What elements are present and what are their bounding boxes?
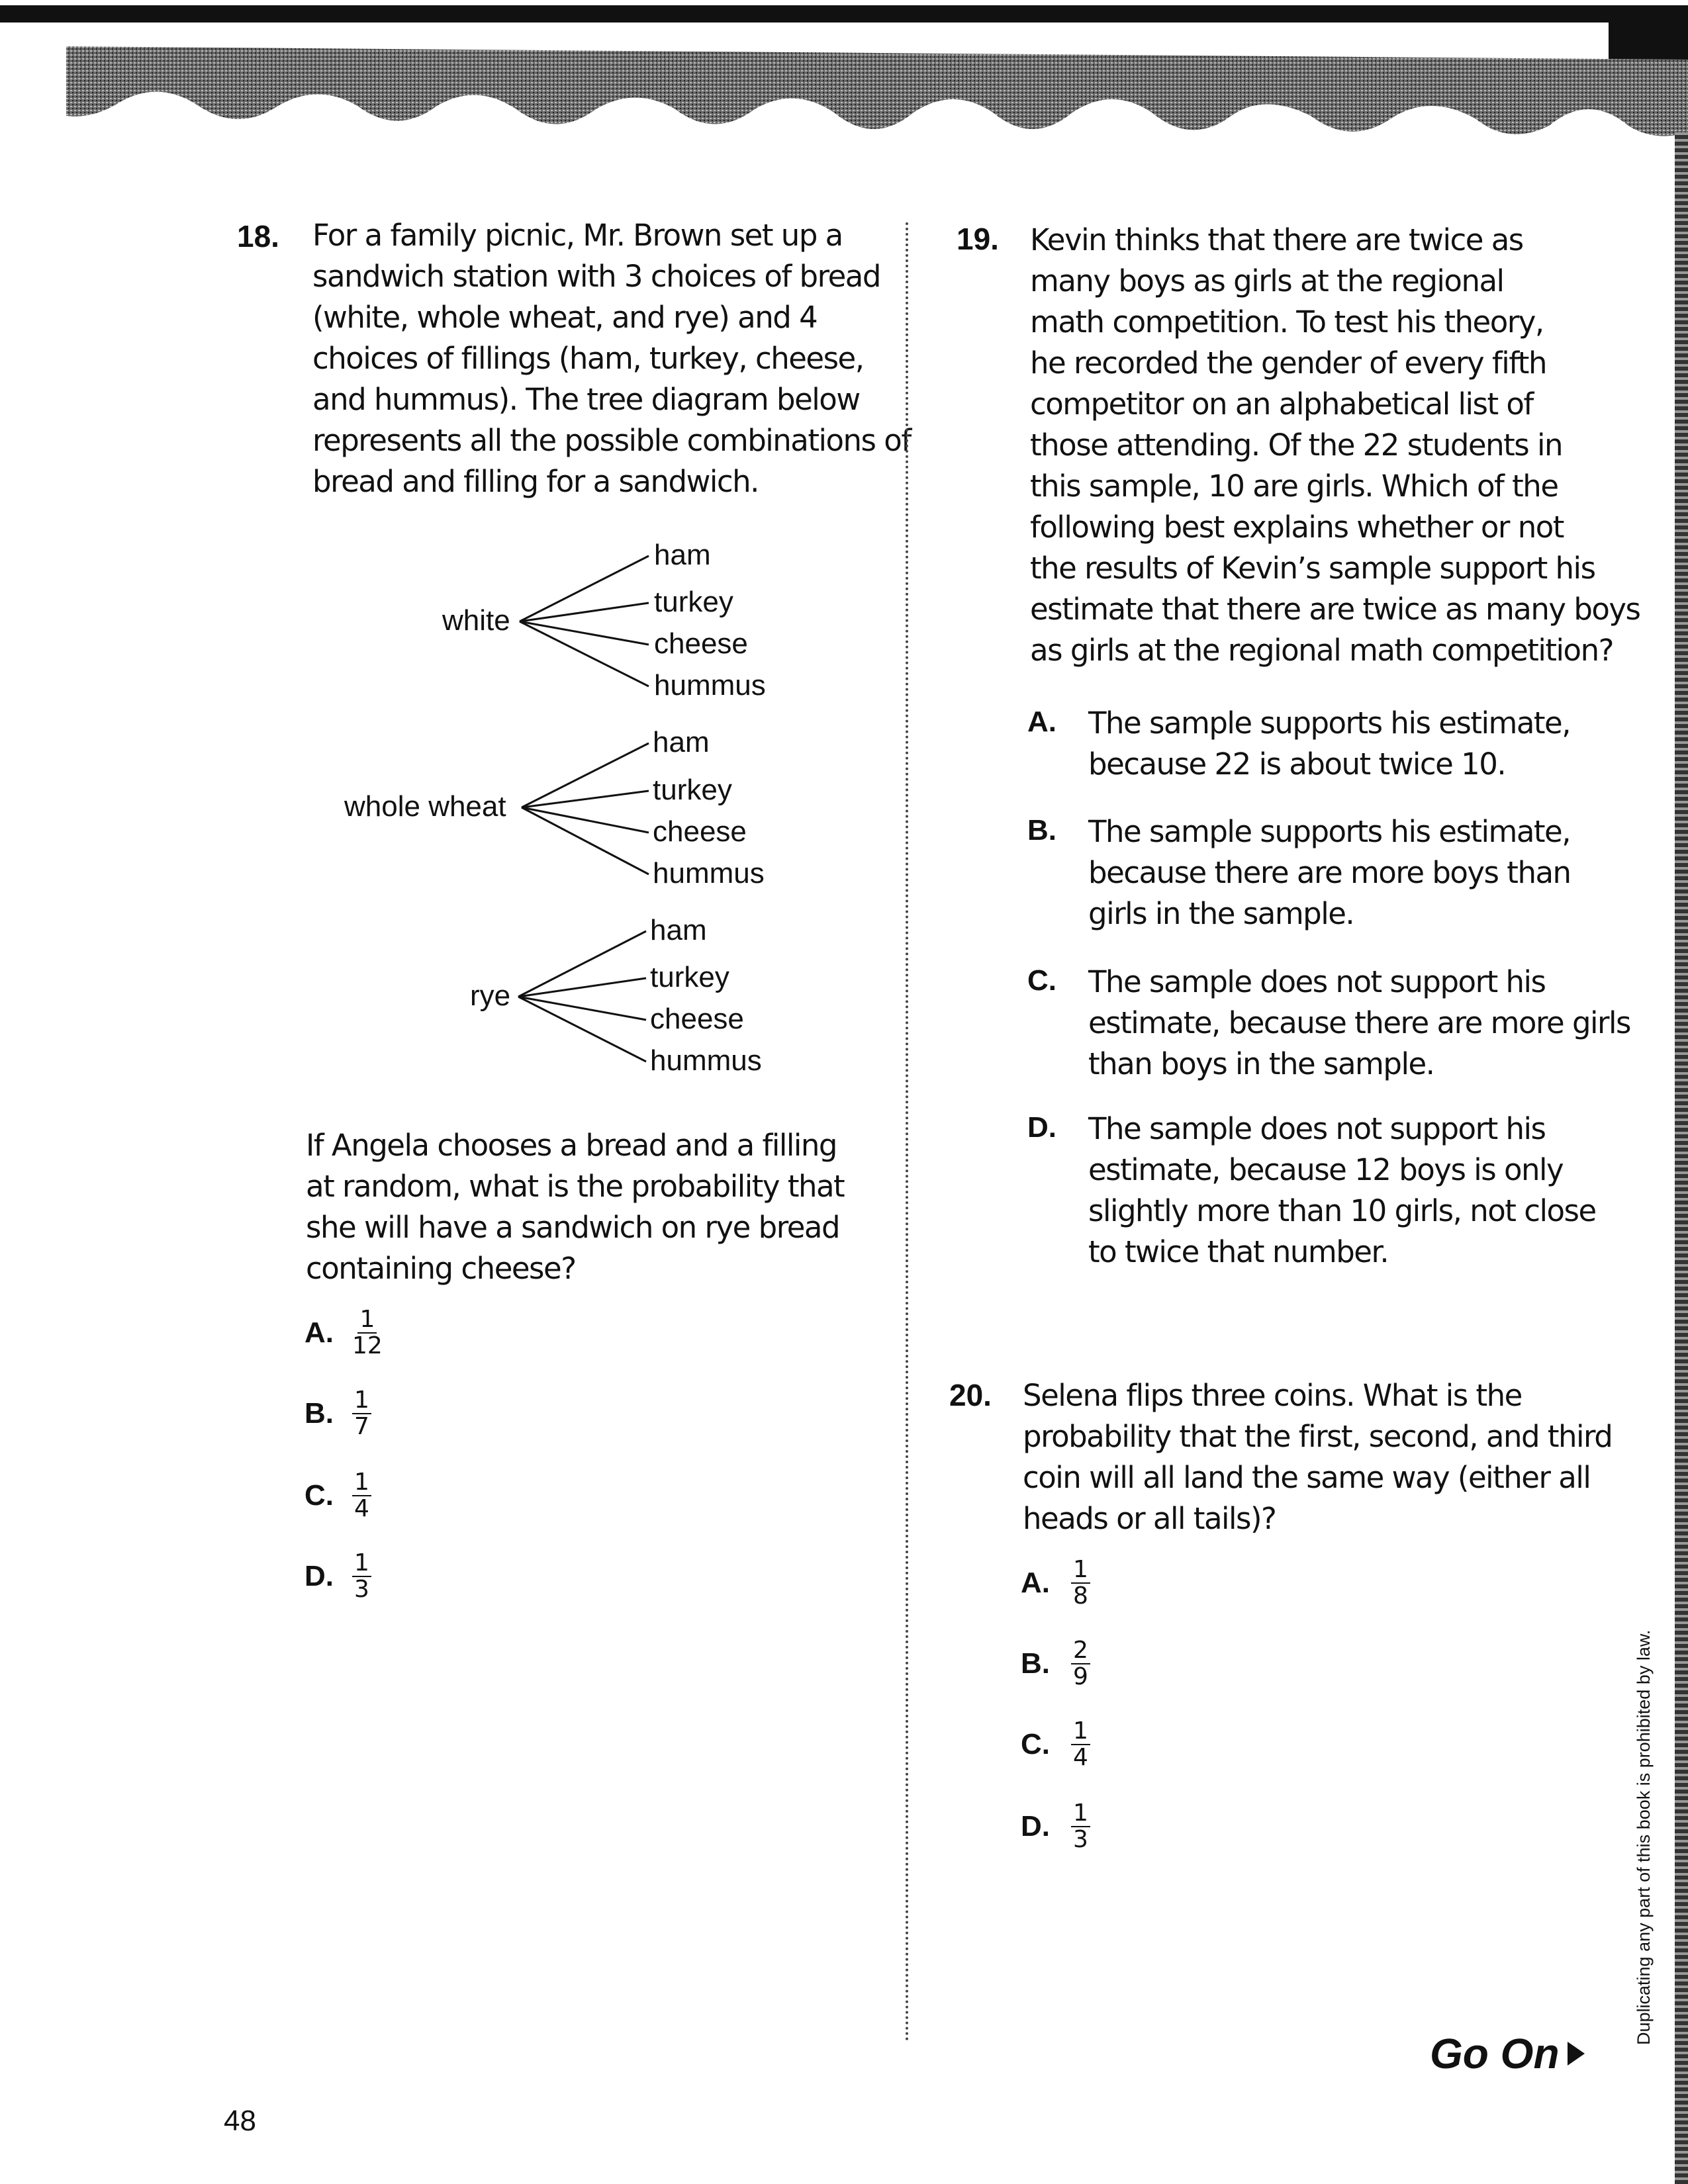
option-line: girls in the sample.	[1088, 896, 1354, 931]
fraction	[1071, 1801, 1090, 1852]
option-text	[1088, 962, 1630, 1085]
stem-line: the results of Kevin’s sample support his	[1030, 551, 1595, 586]
denominator: 12	[352, 1332, 383, 1359]
prompt-line: If Angela chooses a bread and a filling	[306, 1128, 837, 1163]
denominator: 7	[354, 1413, 369, 1440]
fraction	[352, 1470, 371, 1522]
q18-option-a[interactable]	[305, 1307, 383, 1359]
numerator: 1	[352, 1551, 371, 1577]
denominator: 9	[1073, 1663, 1088, 1690]
stem-line: competitor on an alphabetical list of	[1030, 387, 1533, 422]
tree-bread-white: white	[442, 604, 510, 637]
fraction	[352, 1551, 371, 1602]
prompt-line: she will have a sandwich on rye bread	[306, 1210, 840, 1245]
stem-line: many boys as girls at the regional	[1030, 263, 1504, 298]
stem-line: (white, whole wheat, and rye) and 4	[312, 300, 818, 335]
denominator: 8	[1073, 1582, 1088, 1610]
q20-option-a[interactable]	[1021, 1557, 1090, 1609]
option-letter: B.	[1027, 814, 1056, 846]
tree-filling: turkey	[650, 961, 729, 993]
right-triangle-icon	[1566, 2040, 1586, 2067]
page-number: 48	[224, 2105, 256, 2137]
question-20-number: 20.	[949, 1378, 992, 1412]
copyright-notice: Duplicating any part of this book is prohibited by law.	[1634, 1629, 1654, 2045]
question-20-stem	[1023, 1375, 1612, 1539]
fraction	[1071, 1638, 1090, 1690]
tree-filling: cheese	[654, 627, 748, 660]
option-line: The sample does not support his	[1088, 964, 1546, 999]
q18-option-b[interactable]	[305, 1388, 371, 1439]
q20-option-b[interactable]	[1021, 1638, 1090, 1690]
q19-option-d[interactable]	[1027, 1109, 1596, 1273]
stem-line: as girls at the regional math competition?	[1030, 633, 1613, 668]
option-line: The sample supports his estimate,	[1088, 705, 1571, 741]
tree-filling: ham	[654, 539, 711, 571]
stem-line: coin will all land the same way (either all	[1023, 1460, 1591, 1495]
question-19-number: 19.	[957, 222, 999, 256]
q18-option-d[interactable]	[305, 1551, 371, 1602]
q20-option-c[interactable]	[1021, 1719, 1090, 1770]
column-divider	[906, 222, 908, 2042]
stem-line: For a family picnic, Mr. Brown set up a	[312, 218, 843, 253]
denominator: 4	[354, 1495, 369, 1522]
denominator: 3	[354, 1576, 369, 1603]
stem-line: Selena flips three coins. What is the	[1023, 1378, 1522, 1413]
question-18-number: 18.	[237, 219, 279, 253]
q19-option-c[interactable]	[1027, 962, 1630, 1085]
numerator: 2	[1071, 1638, 1090, 1664]
numerator: 1	[1071, 1719, 1090, 1745]
option-letter: A.	[305, 1316, 334, 1349]
fraction	[352, 1388, 371, 1439]
go-on-label: Go On	[1430, 2030, 1560, 2077]
stem-line: this sample, 10 are girls. Which of the	[1030, 469, 1558, 504]
option-letter: C.	[305, 1479, 334, 1512]
stem-line: estimate that there are twice as many boys	[1030, 592, 1640, 627]
question-18-prompt	[306, 1125, 844, 1289]
stem-line: those attending. Of the 22 students in	[1030, 428, 1563, 463]
option-text	[1088, 703, 1570, 785]
stem-line: bread and filling for a sandwich.	[312, 464, 759, 499]
tree-bread-rye: rye	[470, 979, 511, 1012]
option-letter: C.	[1027, 964, 1056, 997]
option-text	[1088, 811, 1571, 934]
numerator: 1	[1071, 1801, 1090, 1827]
stem-line: represents all the possible combinations of	[312, 423, 911, 458]
question-19-stem	[1030, 220, 1640, 671]
option-letter: B.	[1021, 1647, 1050, 1680]
go-on-indicator	[1430, 2029, 1586, 2078]
option-line: estimate, because 12 boys is only	[1088, 1152, 1564, 1187]
numerator: 1	[357, 1307, 377, 1334]
option-line: The sample supports his estimate,	[1088, 814, 1571, 849]
tree-filling: ham	[653, 726, 710, 758]
option-letter: C.	[1021, 1728, 1050, 1760]
tree-filling: turkey	[653, 774, 732, 806]
tree-filling: turkey	[654, 586, 733, 618]
prompt-line: containing cheese?	[306, 1251, 576, 1286]
tree-filling: cheese	[653, 815, 747, 848]
option-letter: D.	[1021, 1810, 1050, 1843]
option-letter: A.	[1021, 1567, 1050, 1599]
tree-filling: hummus	[650, 1044, 762, 1077]
option-line: because 22 is about twice 10.	[1088, 747, 1506, 782]
fraction	[1071, 1719, 1090, 1770]
denominator: 3	[1073, 1826, 1088, 1853]
numerator: 1	[352, 1388, 371, 1414]
option-line: estimate, because there are more girls	[1088, 1005, 1630, 1040]
tree-filling: cheese	[650, 1003, 744, 1035]
fraction	[1071, 1557, 1090, 1609]
option-line: The sample does not support his	[1088, 1111, 1546, 1146]
option-line: than boys in the sample.	[1088, 1046, 1434, 1081]
q19-option-b[interactable]	[1027, 811, 1571, 934]
q18-option-c[interactable]	[305, 1470, 371, 1522]
stem-line: and hummus). The tree diagram below	[312, 382, 860, 417]
option-letter: D.	[305, 1560, 334, 1592]
denominator: 4	[1073, 1744, 1088, 1771]
tree-filling: ham	[650, 914, 707, 946]
option-line: to twice that number.	[1088, 1234, 1389, 1269]
stem-line: sandwich station with 3 choices of bread	[312, 259, 880, 294]
q19-option-a[interactable]	[1027, 703, 1570, 785]
option-letter: A.	[1027, 705, 1056, 738]
fraction	[352, 1307, 383, 1359]
stem-line: Kevin thinks that there are twice as	[1030, 222, 1523, 257]
numerator: 1	[1071, 1557, 1090, 1584]
tree-filling: hummus	[653, 857, 765, 889]
option-line: because there are more boys than	[1088, 855, 1571, 890]
option-text	[1088, 1109, 1596, 1273]
stem-line: heads or all tails)?	[1023, 1501, 1276, 1536]
stem-line: choices of fillings (ham, turkey, cheese,	[312, 341, 864, 376]
stem-line: following best explains whether or not	[1030, 510, 1564, 545]
stem-line: he recorded the gender of every fifth	[1030, 345, 1546, 381]
option-letter: D.	[1027, 1111, 1056, 1144]
option-line: slightly more than 10 girls, not close	[1088, 1193, 1596, 1228]
q20-option-d[interactable]	[1021, 1801, 1090, 1852]
tree-bread-whole-wheat: whole wheat	[344, 790, 506, 823]
stem-line: math competition. To test his theory,	[1030, 304, 1544, 340]
numerator: 1	[352, 1470, 371, 1496]
option-letter: B.	[305, 1397, 334, 1430]
stem-line: probability that the first, second, and third	[1023, 1419, 1613, 1454]
prompt-line: at random, what is the probability that	[306, 1169, 845, 1204]
tree-filling: hummus	[654, 669, 766, 702]
